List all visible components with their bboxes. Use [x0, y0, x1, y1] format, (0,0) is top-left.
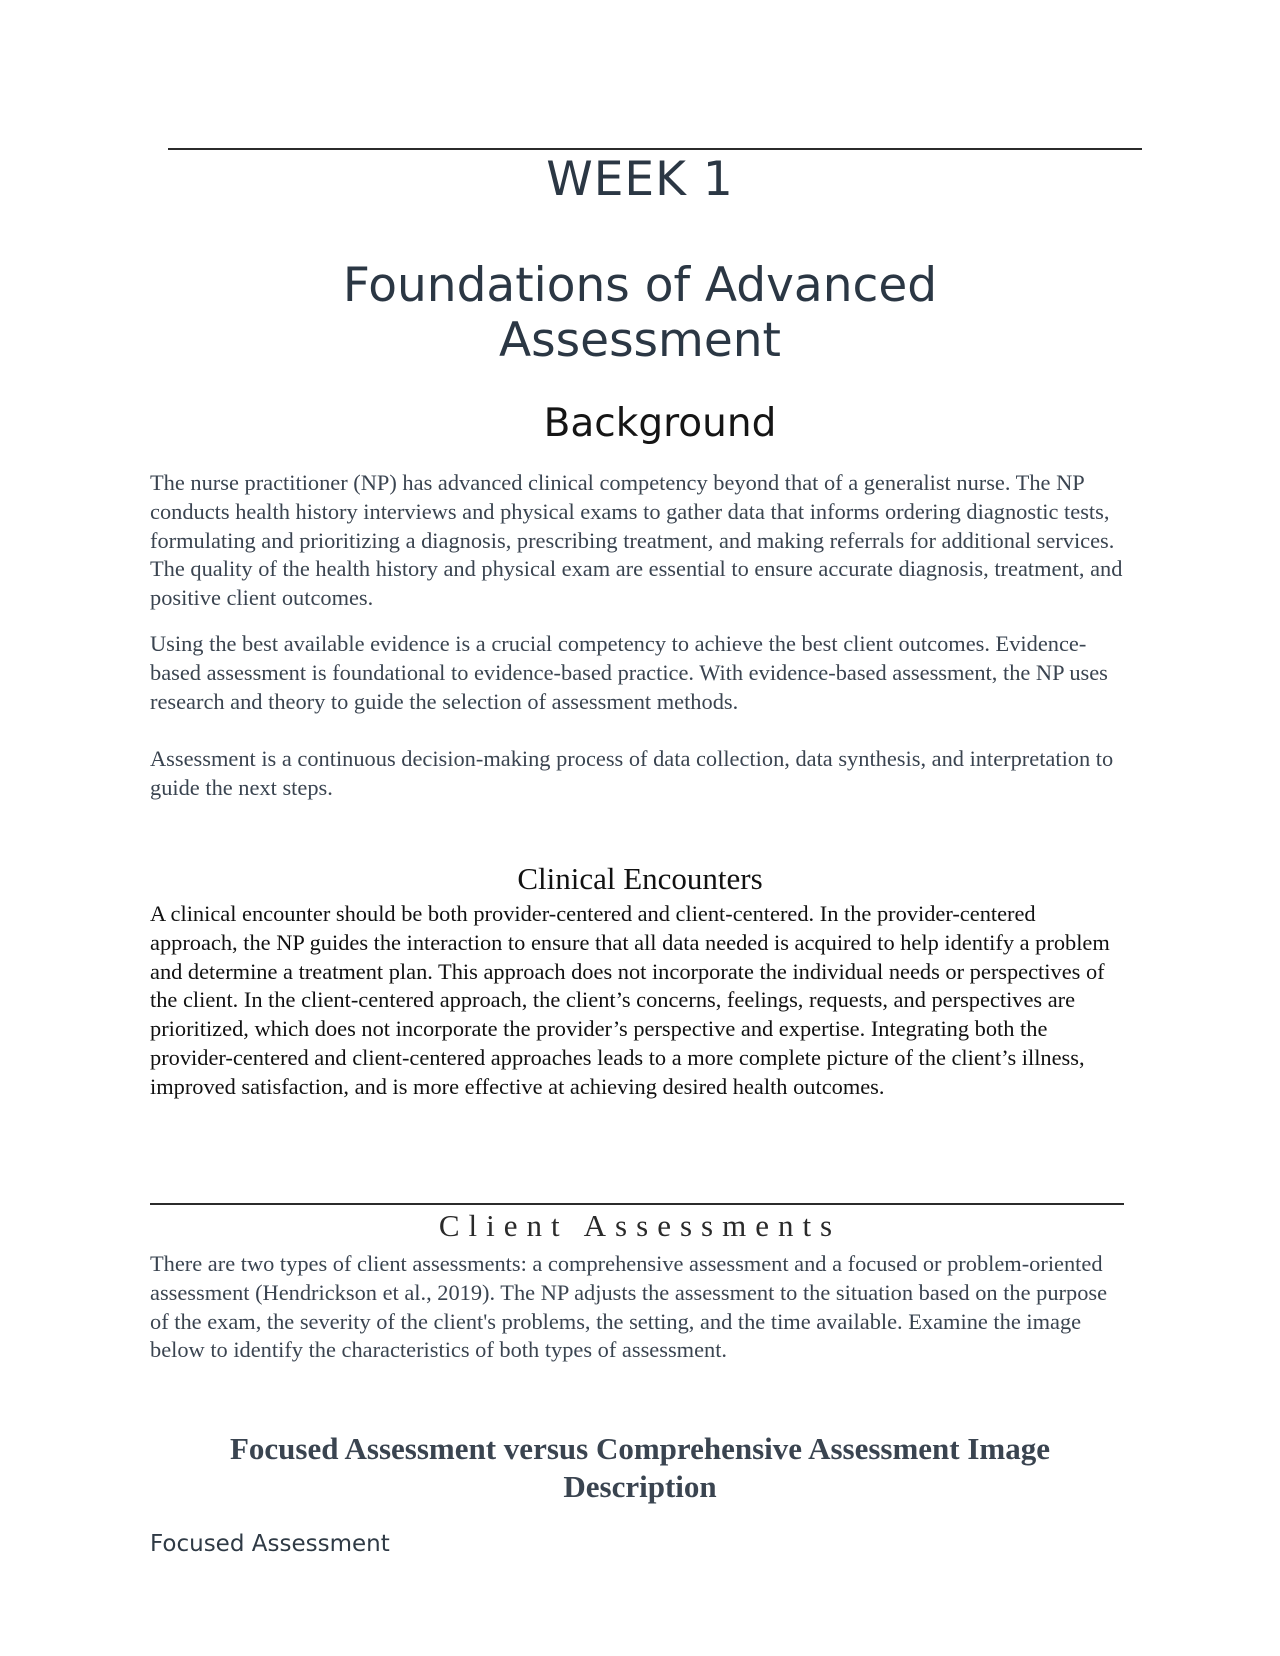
week-title: WEEK 1	[546, 152, 734, 207]
background-paragraph-2: Using the best available evidence is a crucial competency to achieve the best client outcomes. Evidence-based assessment is foundational to evidence-based practice. With evidence-based assessment, the NP uses research and theory to guide the selection of assessment methods.	[150, 631, 1108, 714]
client-assessments-heading: Client Assessments	[438, 1208, 842, 1243]
focused-assessment-subheading: Focused Assessment	[150, 1531, 390, 1557]
background-paragraph-1: The nurse practitioner (NP) has advanced clinical competency beyond that of a generalist nurse. The NP conducts health history interviews and physical exams to gather data that informs ordering diagnostic tests, formulating and prioritizing a diagnosis, prescribing treatment, and making referrals for additional services. The quality of the health history and physical exam are essential to ensure accurate diagnosis, treatment, and positive client outcomes.	[150, 470, 1123, 611]
background-paragraph-3: Assessment is a continuous decision-making process of data collection, data synthesis, and interpretation to guide the next steps.	[150, 746, 1114, 800]
page-title: Foundations of Advanced Assessment	[342, 258, 938, 368]
figure-caption: Focused Assessment versus Comprehensive Assessment Image Description	[229, 1431, 1051, 1504]
clinical-encounters-paragraph: A clinical encounter should be both provider-centered and client-centered. In the provider-centered approach, the NP guides the interaction to ensure that all data needed is acquired to help identify a problem and determine a treatment plan. This approach does not incorporate the individual needs or perspectives of the client. In the client-centered approach, the client’s concerns, feelings, requests, and perspectives are prioritized, which does not incorporate the provider’s perspective and expertise. Integrating both the provider-centered and client-centered approaches leads to a more complete picture of the client’s illness, improved satisfaction, and is more effective at achieving desired health outcomes.	[150, 901, 1110, 1099]
client-assessments-paragraph: There are two types of client assessments: a comprehensive assessment and a focused or problem-oriented assessment (Hendrickson et al., 2019). The NP adjusts the assessment to the situation based on the purpose of the exam, the severity of the client's problems, the setting, and the time available. Examine the image below to identify the characteristics of both types of assessment.	[150, 1251, 1108, 1363]
clinical-encounters-heading: Clinical Encounters	[517, 861, 763, 896]
background-heading: Background	[543, 401, 777, 446]
section-divider	[150, 1203, 1124, 1205]
